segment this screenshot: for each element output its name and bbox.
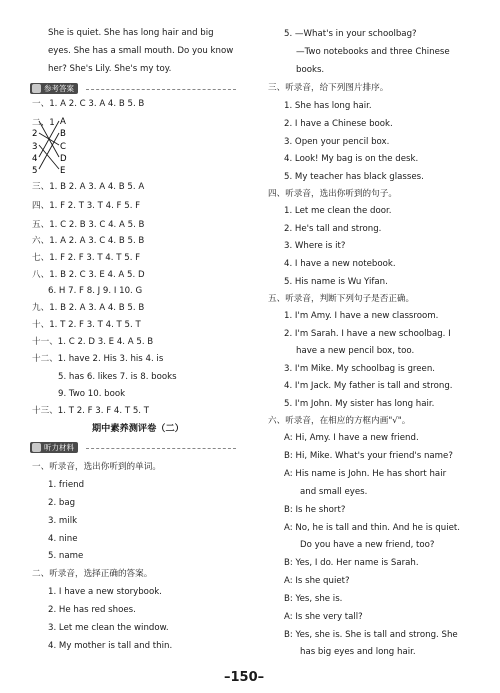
intro-line: eyes. She has a small mouth. Do you know [48, 46, 234, 56]
headphone-icon [32, 443, 41, 452]
script-line: 4. I'm Jack. My father is tall and strong. [284, 381, 453, 391]
listening-badge-label: 听力材料 [44, 443, 74, 452]
answers-badge [30, 83, 78, 94]
match-num: 2 [32, 129, 38, 139]
listening-line: 一、听录音，选出你听到的单词。 [32, 462, 161, 472]
script-line: 五、听录音，判断下列句子是否正确。 [268, 294, 415, 304]
listening-line: 4. My mother is tall and thin. [48, 641, 173, 651]
script-line: 3. Where is it? [284, 241, 346, 251]
match-num: 4 [32, 154, 38, 164]
script-line: 2. I have a Chinese book. [284, 119, 393, 129]
match-letter: B [60, 129, 66, 139]
answer-line: 三、1. B 2. A 3. A 4. B 5. A [32, 182, 145, 192]
listening-line: 1. I have a new storybook. [48, 587, 162, 597]
answer-line: 9. Two 10. book [58, 389, 126, 399]
answer-line: 四、1. F 2. T 3. T 4. F 5. F [32, 201, 141, 211]
match-letter: A [60, 117, 66, 127]
script-line: 1. She has long hair. [284, 101, 372, 111]
match-letter: E [60, 166, 66, 174]
script-line: 六、听录音，在相应的方框内画"√"。 [268, 416, 411, 426]
script-line: B: Yes, I do. Her name is Sarah. [284, 558, 419, 568]
script-line: B: Yes, she is. [284, 594, 343, 604]
answers-badge-label: 参考答案 [44, 84, 74, 93]
script-line: B: Yes, she is. She is tall and strong. She [284, 630, 458, 640]
answer-line: 五、1. C 2. B 3. C 4. A 5. B [32, 220, 145, 230]
answer-line: 九、1. B 2. A 3. A 4. B 5. B [32, 303, 145, 313]
answer-line: 六、1. A 2. A 3. C 4. B 5. B [32, 236, 145, 246]
script-line: 5. —What's in your schoolbag? [284, 29, 417, 39]
listening-line: 2. bag [48, 498, 76, 508]
listening-line: 4. nine [48, 534, 78, 544]
listening-line: 3. milk [48, 516, 78, 526]
listening-badge [30, 442, 78, 453]
answer-line: 一、1. A 2. C 3. A 4. B 5. B [32, 99, 145, 109]
script-line: 2. He's tall and strong. [284, 224, 382, 234]
script-line: B: Hi, Mike. What's your friend's name? [284, 451, 453, 461]
script-line: 3. I'm Mike. My schoolbag is green. [284, 364, 435, 374]
match-num: 5 [32, 166, 38, 174]
answer-line: 二、1 [32, 118, 55, 128]
listening-line: 2. He has red shoes. [48, 605, 136, 615]
answer-line: 十、1. T 2. F 3. T 4. T 5. T [32, 320, 141, 330]
exam-title: 期中素养测评卷（二） [92, 423, 184, 434]
answer-line: 八、1. B 2. C 3. E 4. A 5. D [32, 270, 145, 280]
page-number: –150– [224, 670, 265, 685]
match-num: 3 [32, 142, 38, 152]
match-letter: C [60, 142, 67, 152]
book-icon [32, 84, 41, 93]
script-line: 1. I'm Amy. I have a new classroom. [284, 311, 439, 321]
script-line: 5. My teacher has black glasses. [284, 172, 424, 182]
matching-lines [32, 116, 92, 174]
script-line: A: No, he is tall and thin. And he is quiet. [284, 523, 460, 533]
script-line: 5. His name is Wu Yifan. [284, 277, 388, 287]
script-line: 3. Open your pencil box. [284, 137, 390, 147]
script-line: A: Is she quiet? [284, 576, 350, 586]
intro-line: her? She's Lily. She's my toy. [48, 64, 172, 74]
listening-line: 3. Let me clean the window. [48, 623, 169, 633]
answer-line: 十二、1. have 2. His 3. his 4. is [32, 354, 164, 364]
answer-line: 十一、1. C 2. D 3. E 4. A 5. B [32, 337, 154, 347]
script-line: has big eyes and long hair. [300, 647, 416, 657]
divider [86, 89, 236, 90]
script-line: have a new pencil box, too. [296, 346, 415, 356]
script-line: A: Hi, Amy. I have a new friend. [284, 433, 419, 443]
divider [86, 448, 236, 449]
listening-line: 5. name [48, 551, 84, 561]
intro-line: She is quiet. She has long hair and big [48, 28, 214, 38]
answer-line: 6. H 7. F 8. J 9. I 10. G [48, 286, 143, 296]
answer-line: 七、1. F 2. F 3. T 4. T 5. F [32, 253, 141, 263]
listening-line: 1. friend [48, 480, 85, 490]
answer-line: 十三、1. T 2. F 3. F 4. T 5. T [32, 406, 149, 416]
script-line: Do you have a new friend, too? [300, 540, 435, 550]
script-line: books. [296, 65, 325, 75]
match-letter: D [60, 154, 67, 164]
script-line: A: Is she very tall? [284, 612, 363, 622]
answer-line: 5. has 6. likes 7. is 8. books [58, 372, 177, 382]
listening-line: 二、听录音，选择正确的答案。 [32, 569, 153, 579]
script-line: 1. Let me clean the door. [284, 206, 392, 216]
script-line: and small eyes. [300, 487, 368, 497]
script-line: —Two notebooks and three Chinese [296, 47, 450, 57]
script-line: 四、听录音，选出你听到的句子。 [268, 189, 397, 199]
script-line: 4. Look! My bag is on the desk. [284, 154, 419, 164]
script-line: 2. I'm Sarah. I have a new schoolbag. I [284, 329, 451, 339]
script-line: 三、听录音，给下列图片排序。 [268, 83, 389, 93]
script-line: 4. I have a new notebook. [284, 259, 396, 269]
script-line: 5. I'm John. My sister has long hair. [284, 399, 435, 409]
script-line: A: His name is John. He has short hair [284, 469, 447, 479]
script-line: B: Is he short? [284, 505, 346, 515]
